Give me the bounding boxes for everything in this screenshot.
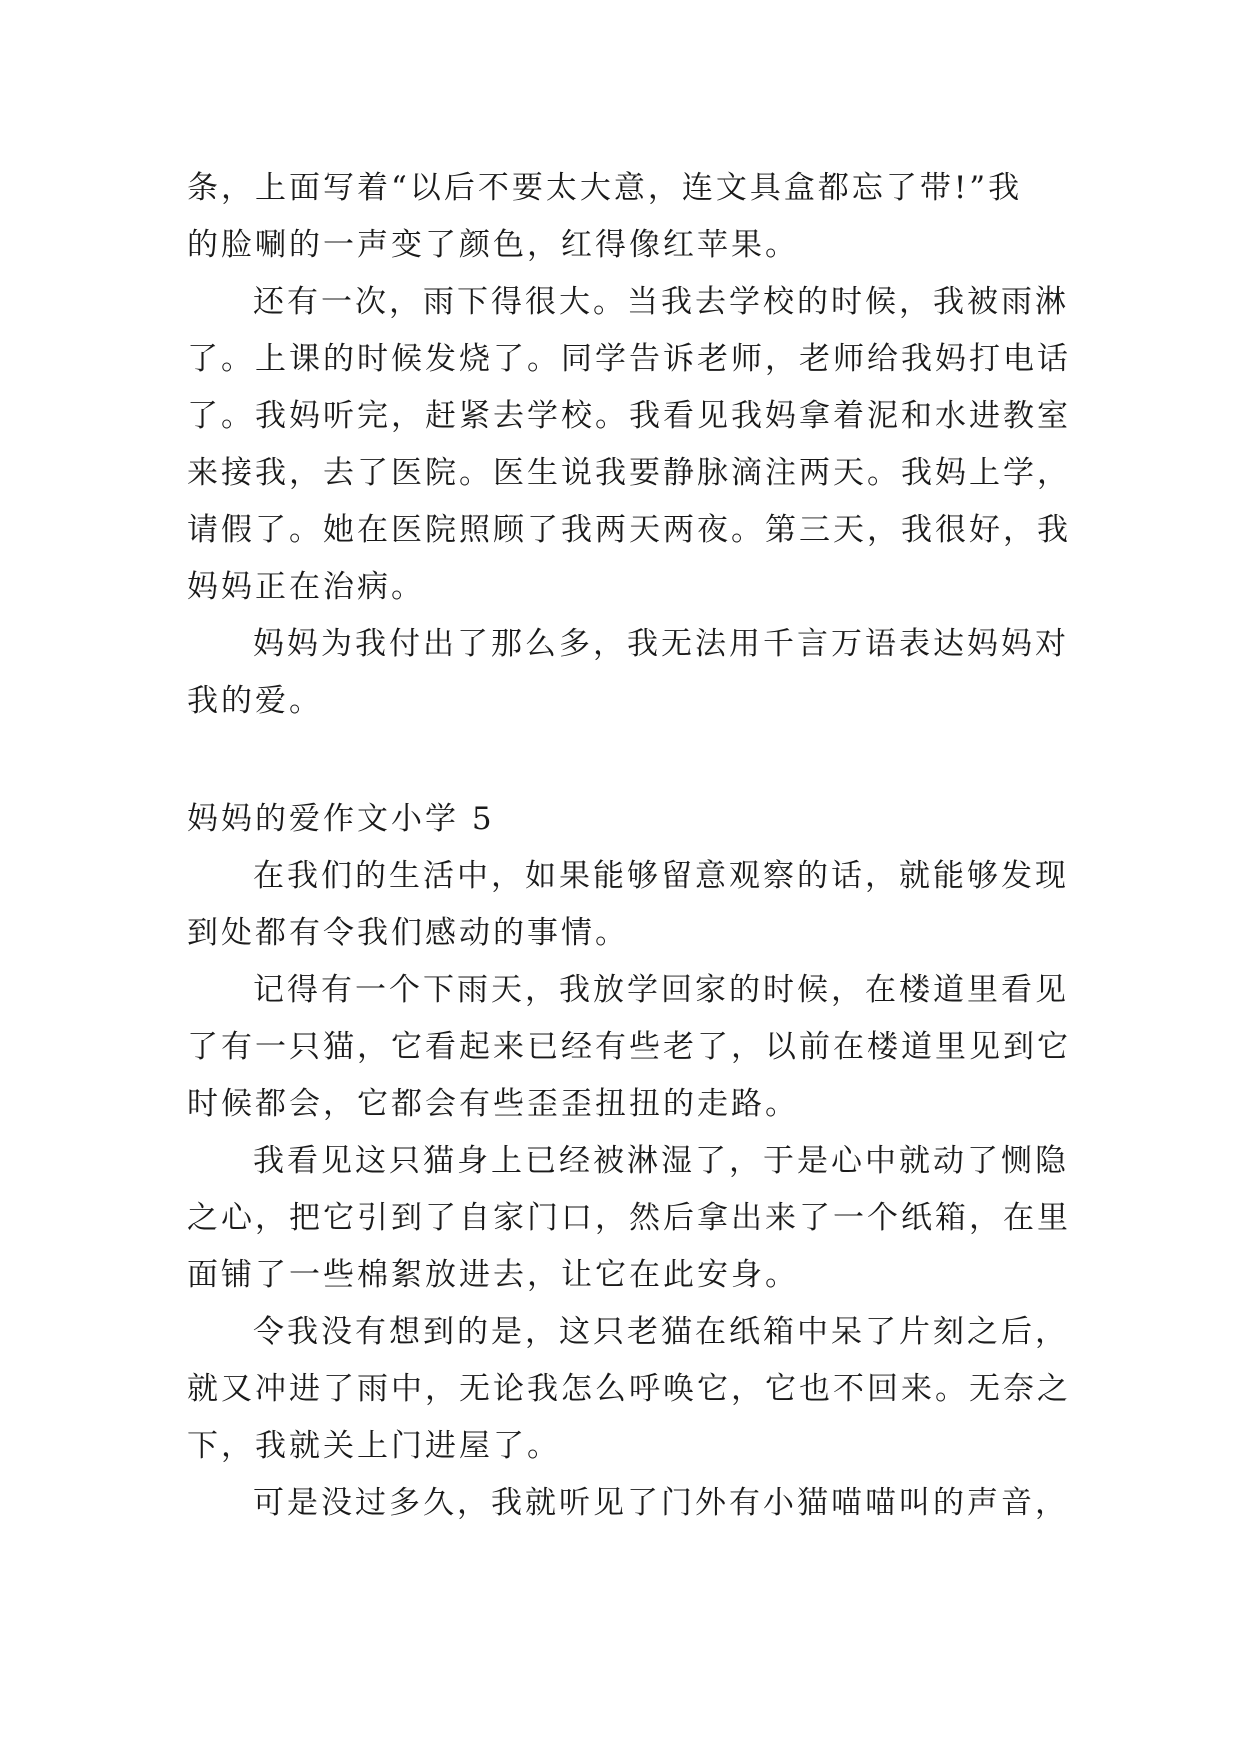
paragraph-line: 了。我妈听完，赶紧去学校。我看见我妈拿着泥和水进教室 — [187, 398, 1071, 434]
paragraph-line: 就又冲进了雨中，无论我怎么呼唤它，它也不回来。无奈之 — [187, 1371, 1071, 1407]
paragraph-line: 在我们的生活中，如果能够留意观察的话，就能够发现 — [253, 858, 1069, 894]
paragraph-line: 时候都会，它都会有些歪歪扭扭的走路。 — [187, 1086, 799, 1122]
paragraph-line: 条，上面写着“以后不要太大意，连文具盒都忘了带!”我 — [187, 170, 1023, 206]
paragraph-line: 令我没有想到的是，这只老猫在纸箱中呆了片刻之后， — [253, 1314, 1069, 1350]
paragraph-line: 还有一次，雨下得很大。当我去学校的时候，我被雨淋 — [253, 284, 1069, 320]
paragraph-line: 请假了。她在医院照顾了我两天两夜。第三天，我很好，我 — [187, 512, 1071, 548]
paragraph-line: 我的爱。 — [187, 683, 323, 719]
section-heading: 妈妈的爱作文小学 5 — [187, 801, 495, 837]
paragraph-line: 我看见这只猫身上已经被淋湿了，于是心中就动了恻隐 — [253, 1143, 1069, 1179]
paragraph-line: 来接我，去了医院。医生说我要静脉滴注两天。我妈上学， — [187, 455, 1071, 491]
paragraph-line: 了。上课的时候发烧了。同学告诉老师，老师给我妈打电话 — [187, 341, 1071, 377]
paragraph-line: 可是没过多久，我就听见了门外有小猫喵喵叫的声音， — [253, 1485, 1069, 1521]
paragraph-line: 妈妈为我付出了那么多，我无法用千言万语表达妈妈对 — [253, 626, 1069, 662]
paragraph-line: 到处都有令我们感动的事情。 — [187, 915, 629, 951]
paragraph-line: 之心，把它引到了自家门口，然后拿出来了一个纸箱，在里 — [187, 1200, 1071, 1236]
paragraph-line: 面铺了一些棉絮放进去，让它在此安身。 — [187, 1257, 799, 1293]
paragraph-line: 记得有一个下雨天，我放学回家的时候，在楼道里看见 — [253, 972, 1069, 1008]
paragraph-line: 妈妈正在治病。 — [187, 569, 425, 605]
paragraph-line: 下，我就关上门进屋了。 — [187, 1428, 561, 1464]
paragraph-line: 的脸唰的一声变了颜色，红得像红苹果。 — [187, 227, 799, 263]
paragraph-line: 了有一只猫，它看起来已经有些老了，以前在楼道里见到它 — [187, 1029, 1071, 1065]
